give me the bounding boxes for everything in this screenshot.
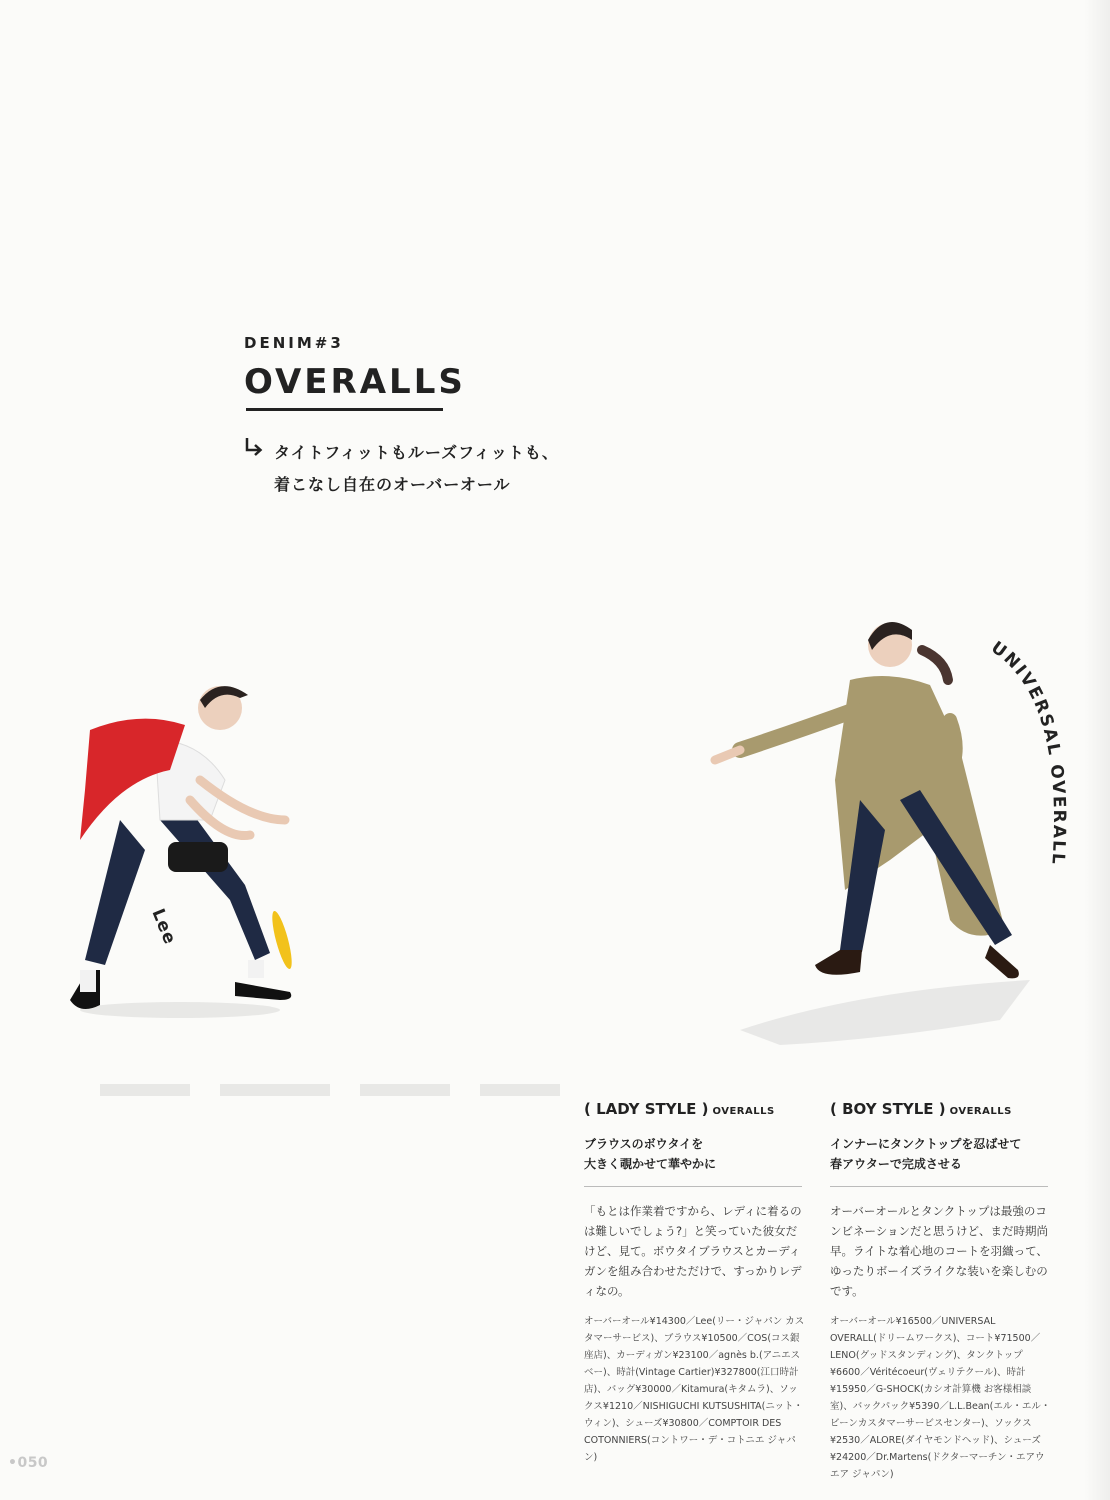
- column-heading-tag: OVERALLS: [949, 1106, 1012, 1117]
- column-heading-title: ( LADY STYLE ): [584, 1100, 709, 1118]
- column-credits: オーバーオール¥14300／Lee(リー・ジャパン カスタマーサービス)、ブラウス¥10500／COS(コス銀座店)、カーディガン¥23100／agnès b.(アニエスベー)、時計(Vintage Cartier)¥327800(江口時計店)、バッグ¥30000／Kitamura(キタムラ)、ソックス¥1210／NISHIGUCHI KUTSUSHITA(ニット・ウィン)、シューズ¥30800／COMPTOIR DES COTONNIERS(コントワー・デ・コトニエ ジャパン): [584, 1316, 805, 1463]
- page-title: OVERALLS: [244, 362, 466, 402]
- brand-label-lee: Lee: [147, 906, 180, 948]
- column-heading: [830, 1100, 1052, 1118]
- column-divider: [830, 1186, 1048, 1187]
- svg-text:UNIVERSAL OVERALL: [987, 638, 1069, 867]
- column-heading-title: ( BOY STYLE ): [830, 1100, 946, 1118]
- lady-style-photo: [60, 670, 310, 1030]
- page-number: •050: [8, 1455, 49, 1471]
- subtitle-line-2: 着こなし自在のオーバーオール: [274, 475, 511, 494]
- column-tagline-line-1: インナーにタンクトップを忍ばせて: [830, 1137, 1022, 1151]
- turn-right-arrow-icon: [244, 437, 264, 457]
- column-tagline: [830, 1134, 1052, 1174]
- column-heading-tag: OVERALLS: [712, 1106, 775, 1117]
- column-tagline-line-1: ブラウスのボウタイを: [584, 1137, 704, 1151]
- section-kicker: DENIM#3: [244, 334, 344, 352]
- column-credits: オーバーオール¥16500／UNIVERSAL OVERALL(ドリームワークス)、コート¥71500／LENO(グッドスタンディング)、タンクトップ¥6600／Véritécoeur(ヴェリテクール)、時計¥15950／G-SHOCK(カシオ計算機 お客様相談室)、バックパック¥5390／L.L.Bean(エル・エル・ビーンカスタマーサービスセンター)、ソックス¥2530／ALORE(ダイヤモンドヘッド)、シューズ¥24200／Dr.Martens(ドクターマーチン・エアウエア ジャパン): [830, 1316, 1051, 1480]
- column-body-text: オーバーオールとタンクトップは最強のコンビネーションだと思うけど、まだ時期尚早。ライトな着心地のコートを羽織って、ゆったりボーイズライクな装いを楽しむのです。: [830, 1204, 1049, 1298]
- lady-style-column: [584, 1100, 806, 1466]
- show-through-text: [100, 1074, 570, 1124]
- brand-label-universal-overall-text: UNIVERSAL OVERALL: [987, 637, 1070, 867]
- column-tagline: [584, 1134, 806, 1174]
- column-heading: [584, 1100, 806, 1118]
- gutter-shadow: [1084, 0, 1110, 1500]
- brand-label-universal-overall: [930, 630, 1080, 900]
- subtitle-line-1: タイトフィットもルーズフィットも、: [274, 443, 559, 462]
- column-tagline-line-2: 春アウターで完成させる: [830, 1157, 962, 1171]
- boy-style-column: [830, 1100, 1052, 1483]
- column-divider: [584, 1186, 802, 1187]
- title-underline: [246, 408, 443, 411]
- column-tagline-line-2: 大きく覗かせて華やかに: [584, 1157, 717, 1171]
- column-body-text: 「もとは作業着ですから、レディに着るのは難しいでしょう?」と笑っていた彼女だけど、見て。ボウタイブラウスとカーディガンを組み合わせただけで、すっかりレディなの。: [584, 1204, 802, 1298]
